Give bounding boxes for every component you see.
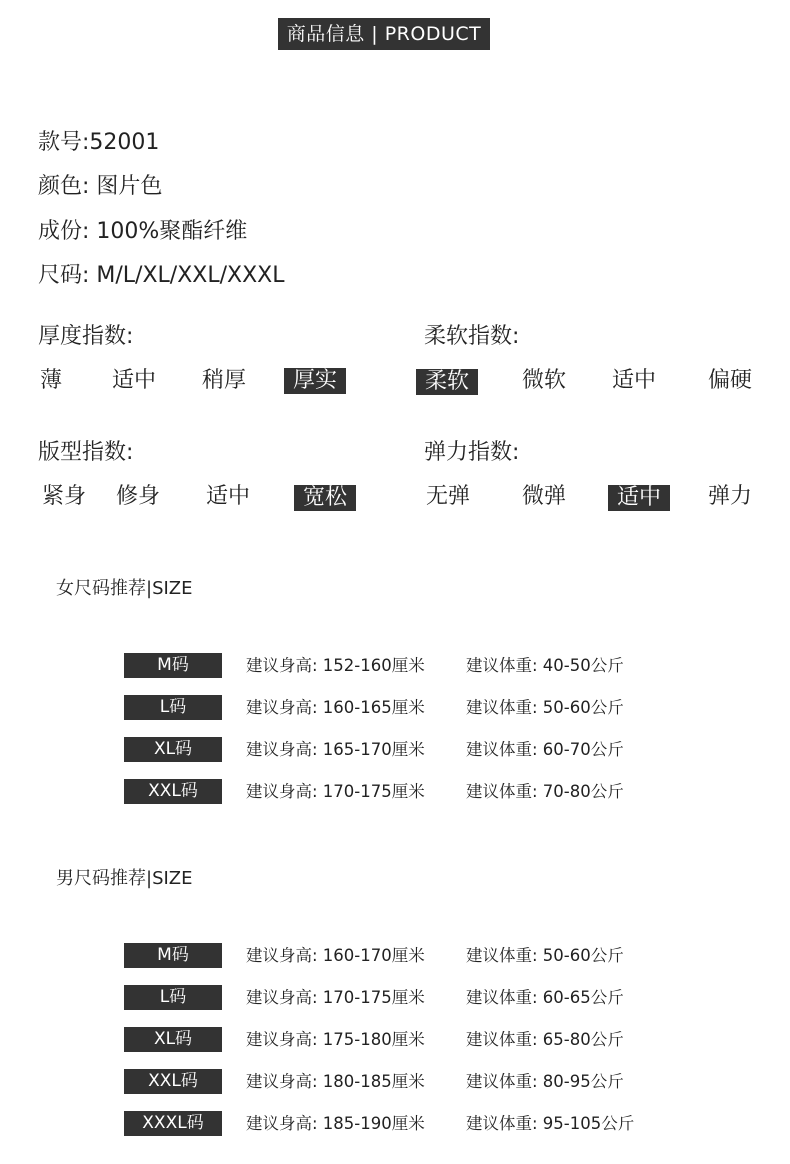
elasticity-option-slight: 微弹 bbox=[521, 484, 566, 509]
women-size-height: 建议身高: 160-165厘米 bbox=[246, 698, 425, 717]
men-size-height: 建议身高: 180-185厘米 bbox=[246, 1072, 425, 1091]
fit-option-slim: 修身 bbox=[115, 484, 160, 509]
women-size-badge: M码 bbox=[124, 653, 222, 678]
men-size-height: 建议身高: 185-190厘米 bbox=[246, 1114, 425, 1133]
thickness-option-medium: 适中 bbox=[111, 368, 156, 393]
style-number: 款号:52001 bbox=[38, 130, 160, 155]
women-size-height: 建议身高: 165-170厘米 bbox=[246, 740, 425, 759]
softness-label: 柔软指数: bbox=[424, 324, 520, 349]
women-size-weight: 建议体重: 50-60公斤 bbox=[466, 698, 624, 717]
fit-option-medium: 适中 bbox=[205, 484, 250, 509]
women-size-weight: 建议体重: 40-50公斤 bbox=[466, 656, 624, 675]
thickness-label: 厚度指数: bbox=[38, 324, 134, 349]
fit-option-loose-selected: 宽松 bbox=[294, 485, 356, 511]
thickness-option-thin: 薄 bbox=[39, 368, 62, 393]
women-size-height: 建议身高: 152-160厘米 bbox=[246, 656, 425, 675]
softness-option-hard: 偏硬 bbox=[707, 368, 752, 393]
women-size-badge: XXL码 bbox=[124, 779, 222, 804]
women-size-height: 建议身高: 170-175厘米 bbox=[246, 782, 425, 801]
men-size-badge: L码 bbox=[124, 985, 222, 1010]
women-size-badge: XL码 bbox=[124, 737, 222, 762]
men-size-height: 建议身高: 160-170厘米 bbox=[246, 946, 425, 965]
men-size-badge: XL码 bbox=[124, 1027, 222, 1052]
men-size-height: 建议身高: 175-180厘米 bbox=[246, 1030, 425, 1049]
men-size-weight: 建议体重: 65-80公斤 bbox=[466, 1030, 624, 1049]
men-size-height: 建议身高: 170-175厘米 bbox=[246, 988, 425, 1007]
elasticity-option-none: 无弹 bbox=[425, 484, 470, 509]
thickness-option-thick-selected: 厚实 bbox=[284, 368, 346, 394]
women-size-weight: 建议体重: 60-70公斤 bbox=[466, 740, 624, 759]
men-size-heading: 男尺码推荐|SIZE bbox=[56, 868, 193, 889]
women-size-heading: 女尺码推荐|SIZE bbox=[56, 578, 193, 599]
men-size-badge: XXL码 bbox=[124, 1069, 222, 1094]
softness-option-soft-selected: 柔软 bbox=[416, 369, 478, 395]
elasticity-option-stretch: 弹力 bbox=[707, 484, 752, 509]
softness-option-medium: 适中 bbox=[611, 368, 656, 393]
fit-option-tight: 紧身 bbox=[41, 484, 86, 509]
thickness-option-slightly-thick: 稍厚 bbox=[201, 368, 246, 393]
men-size-weight: 建议体重: 60-65公斤 bbox=[466, 988, 624, 1007]
elasticity-option-medium-selected: 适中 bbox=[608, 485, 670, 511]
women-size-badge: L码 bbox=[124, 695, 222, 720]
fit-label: 版型指数: bbox=[38, 440, 134, 465]
page-title: 商品信息 | PRODUCT bbox=[278, 18, 490, 50]
men-size-weight: 建议体重: 80-95公斤 bbox=[466, 1072, 624, 1091]
women-size-weight: 建议体重: 70-80公斤 bbox=[466, 782, 624, 801]
men-size-weight: 建议体重: 50-60公斤 bbox=[466, 946, 624, 965]
size-info: 尺码: M/L/XL/XXL/XXXL bbox=[38, 263, 285, 288]
color-info: 颜色: 图片色 bbox=[38, 174, 163, 199]
men-size-badge: XXXL码 bbox=[124, 1111, 222, 1136]
softness-option-slightly-soft: 微软 bbox=[521, 368, 566, 393]
men-size-weight: 建议体重: 95-105公斤 bbox=[466, 1114, 635, 1133]
men-size-badge: M码 bbox=[124, 943, 222, 968]
elasticity-label: 弹力指数: bbox=[424, 440, 520, 465]
material-info: 成份: 100%聚酯纤维 bbox=[38, 219, 248, 244]
